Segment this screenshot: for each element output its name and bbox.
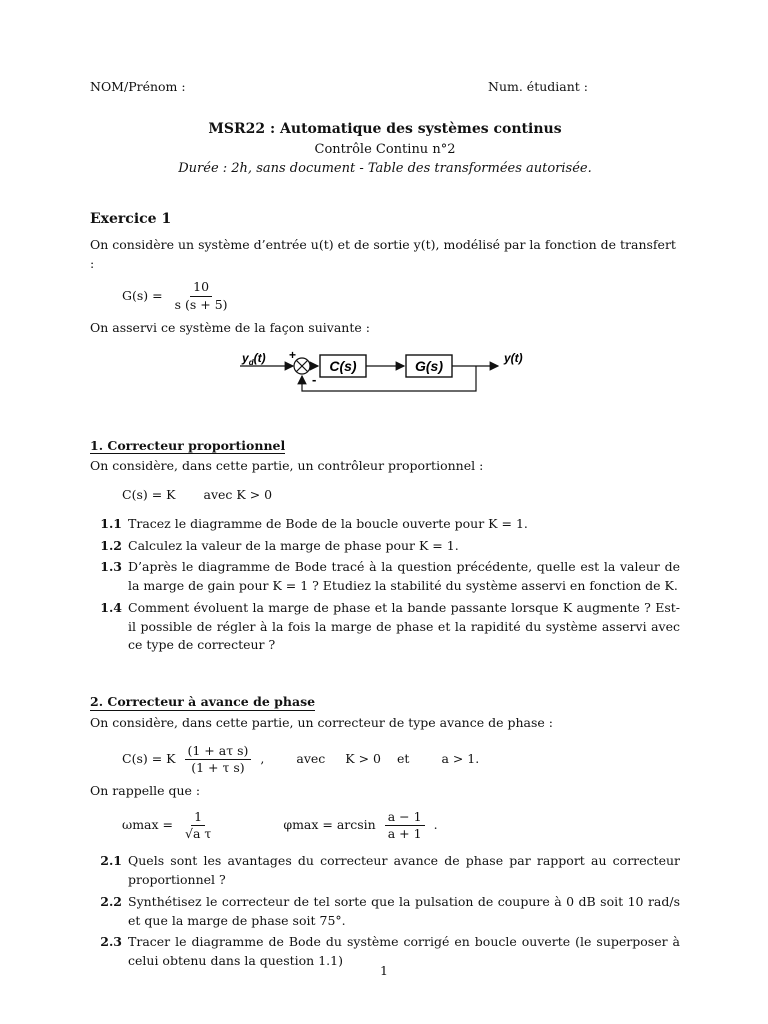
- block-c-label: C(s): [329, 357, 357, 374]
- tf-numerator: 10: [190, 279, 212, 296]
- phi-end: .: [433, 817, 438, 833]
- tf-denominator: s (s + 5): [174, 296, 228, 312]
- header: [90, 78, 680, 97]
- question-text: D’après le diagramme de Bode tracé à la question précédente, quelle est la valeur de la marge de gain pour K = 1 ? Etudiez la stabilité du système asservi en fonction de K.: [128, 559, 680, 593]
- lead-cond-k: K > 0: [345, 750, 382, 766]
- title-block: [90, 119, 680, 179]
- phi-fraction: [385, 809, 425, 843]
- section2-title: 2. Correcteur à avance de phase: [90, 694, 316, 709]
- block-diagram: [90, 346, 680, 398]
- omega-lhs: ωmax =: [122, 817, 173, 833]
- exercise-intro: On considère un système d’entrée u(t) et de sortie y(t), modélisé par la fonction de transfert :: [90, 236, 676, 271]
- page-number: 1: [380, 963, 388, 978]
- lead-equation: C(s) = K $\frac{\text{(1 + aτ s)}}{\text{(1 + τ s)}}$ , avec K > 0 et a > 1.: [122, 742, 480, 775]
- exam-title: Contrôle Continu n°2: [314, 141, 456, 157]
- phi-denominator: a + 1: [387, 826, 422, 841]
- lead-cond-avec: avec: [296, 750, 326, 766]
- student-number-label: Num. étudiant :: [488, 79, 588, 94]
- document-page: [90, 78, 680, 974]
- question-number: 1.2: [100, 537, 122, 553]
- question-text: Synthétisez le correcteur de tel sorte que la pulsation de coupure à 0 dB soit 10 rad/s et que la marge de phase soit 75°.: [128, 893, 680, 928]
- exam-info: Durée : 2h, sans document - Table des transformées autorisée.: [178, 161, 592, 177]
- question: [90, 852, 680, 890]
- phi-lhs: φmax = arcsin: [283, 817, 376, 833]
- proportional-eq: C(s) = K: [122, 487, 176, 502]
- section1-intro: On considère, dans cette partie, un contrôleur proportionnel :: [90, 458, 484, 474]
- section1-equation: [122, 486, 680, 505]
- question-text: Quels sont les avantages du correcteur avance de phase par rapport au correcteur proportionnel ?: [128, 853, 680, 887]
- question: [90, 537, 680, 556]
- tf-lhs: G(s) =: [122, 287, 163, 303]
- question-number: 2.3: [100, 934, 122, 950]
- minus-sign: -: [312, 371, 317, 387]
- recall-equations: [122, 809, 680, 843]
- section2-questions: [90, 852, 680, 971]
- lead-numerator: (1 + aτ s): [185, 743, 252, 760]
- question: [90, 515, 680, 534]
- lead-cond-et: et: [397, 750, 410, 766]
- question-number: 2.2: [100, 893, 122, 909]
- question-number: 2.1: [100, 853, 122, 869]
- lead-denominator: (1 + τ s): [191, 759, 245, 775]
- question-number: 1.4: [100, 599, 122, 615]
- question-text: Comment évoluent la marge de phase et la bande passante lorsque K augmente ? Est-il possible de régler à la fois la marge de phase et la rapidité du système asservi avec ce type de correcteur ?: [128, 599, 680, 653]
- proportional-cond: avec K > 0: [203, 487, 273, 502]
- assert-text: On asservi ce système de la façon suivante :: [90, 319, 370, 335]
- plus-sign: +: [289, 347, 297, 362]
- question-number: 1.3: [100, 559, 122, 575]
- block-g-label: G(s): [415, 357, 443, 374]
- course-title: MSR22 : Automatique des systèmes continus: [208, 120, 562, 137]
- question-number: 1.1: [100, 515, 122, 531]
- omega-numerator: 1: [191, 809, 205, 826]
- exercise-title: Exercice 1: [90, 210, 172, 227]
- omega-fraction: [182, 809, 214, 843]
- lead-lhs: C(s) = K: [122, 750, 176, 766]
- section2-intro: On considère, dans cette partie, un correcteur de type avance de phase :: [90, 714, 553, 730]
- question: [90, 893, 680, 931]
- transfer-function: [122, 279, 680, 313]
- question-text: Tracez le diagramme de Bode de la boucle ouverte pour K = 1.: [128, 515, 528, 531]
- question: [90, 599, 680, 655]
- name-label: NOM/Prénom :: [90, 79, 186, 94]
- question-text: Calculez la valeur de la marge de phase pour K = 1.: [128, 537, 459, 553]
- section1-title: 1. Correcteur proportionnel: [90, 437, 286, 453]
- omega-denominator: √a τ: [185, 826, 212, 841]
- tf-fraction: [172, 279, 231, 313]
- question-text: Tracer le diagramme de Bode du système corrigé en boucle ouverte (le superposer à celui obtenu dans la question 1.1): [128, 934, 680, 968]
- input-label: $y_d(t)$: [242, 350, 266, 367]
- lead-fraction: [185, 743, 252, 777]
- output-label: y(t): [504, 350, 523, 365]
- recall-text: On rappelle que :: [90, 783, 201, 798]
- phi-numerator: a − 1: [385, 809, 425, 826]
- block-diagram-svg: [90, 346, 680, 398]
- question: [90, 558, 680, 596]
- lead-cond-a: a > 1.: [441, 750, 480, 766]
- section1-questions: [90, 515, 680, 655]
